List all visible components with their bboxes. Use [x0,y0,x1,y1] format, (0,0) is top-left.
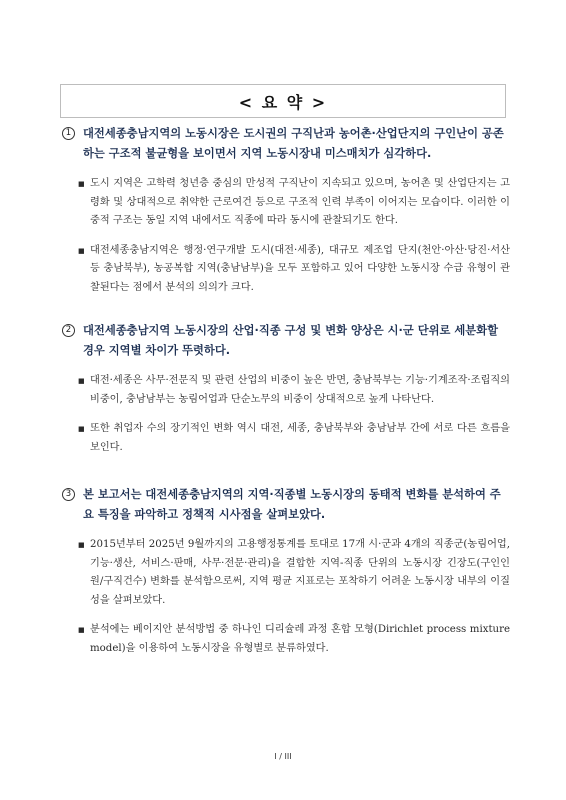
page-title: < 요 약 > [238,92,328,112]
square-bullet-icon: ■ [78,377,85,385]
section-heading-text: 대전세종충남지역의 노동시장은 도시권의 구직난과 농어촌·산업단지의 구인난이 공존하는 구조적 불균형을 보이면서 지역 노동시장내 미스매치가 심각하다. [83,127,504,160]
bullet-list [62,372,510,457]
section-heading [62,321,510,361]
square-bullet-icon: ■ [78,425,85,433]
section-heading-text: 본 보고서는 대전세종충남지역의 지역·직종별 노동시장의 동태적 변화를 분석하여 주요 특징을 파악하고 정책적 시사점을 살펴보았다. [83,488,501,521]
summary-title-box [60,84,506,118]
bullet-item [78,420,510,457]
square-bullet-icon: ■ [78,246,85,255]
bullet-item [78,536,510,610]
circled-number-2: 2 [62,324,75,337]
section-2 [62,321,510,468]
bullet-item [78,175,510,231]
section-heading [62,124,510,164]
circled-number-3: 3 [62,488,75,501]
bullet-text: 2015년부터 2025년 9월까지의 고용행정통계를 토대로 17개 시·군과 4개의 직종군(농림어업, 기능·생산, 서비스·판매, 사무·전문·관리)을 결합한 지역-직종 단위의 노동시장 긴장도(구인인원/구직건수) 변화를 분석함으로써, 지역 평균 지표로는 포착하기 어려운 노동시장 내부의 이질성을 살펴보았다. [90,539,510,606]
bullet-text: 대전·세종은 사무·전문직 및 관련 산업의 비중이 높은 반면, 충남북부는 기능·기계조작·조립직의 비중이, 충남남부는 농림어업과 단순노무의 비중이 상대적으로 높게 나타난다. [90,375,510,405]
bullet-item [78,242,510,298]
bullet-item [78,621,510,658]
bullet-text: 또한 취업자 수의 장기적인 변화 역시 대전, 세종, 충남북부와 충남남부 간에 서로 다른 흐름을 보인다. [90,423,510,453]
section-heading [62,485,510,525]
square-bullet-icon: ■ [78,626,85,634]
bullet-list [62,536,510,658]
bullet-list [62,175,510,297]
bullet-text: 분석에는 베이지안 분석방법 중 하나인 디리슐레 과정 혼합 모형(Dirichlet process mixture model)을 이용하여 노동시장을 유형별로 분류하였다. [90,624,510,654]
bullet-item [78,372,510,409]
section-1 [62,124,510,308]
square-bullet-icon: ■ [78,180,85,188]
page-number: I / III [274,752,292,761]
bullet-text: 대전세종충남지역은 행정·연구개발 도시(대전·세종), 대규모 제조업 단지(천안·아산·당진·서산 등 충남북부), 농공복합 지역(충남남부)을 모두 포함하고 있어 다양한 노동시장 수급 유형이 관찰된다는 점에서 분석의 의의가 크다. [90,244,510,293]
bullet-text: 도시 지역은 고학력 청년층 중심의 만성적 구직난이 지속되고 있으며, 농어촌 및 산업단지는 고령화 및 상대적으로 취약한 근로여건 등으로 구조적 인력 부족이 이어지는 모습이다. 이러한 이중적 구조는 동일 지역 내에서도 직종에 따라 동시에 관찰되기도 한다. [90,178,510,226]
section-heading-text: 대전세종충남지역 노동시장의 산업·직종 구성 및 변화 양상은 시·군 단위로 세분화할 경우 지역별 차이가 뚜렷하다. [83,324,499,357]
circled-number-1: 1 [62,127,75,140]
square-bullet-icon: ■ [78,541,85,549]
section-3 [62,485,510,669]
